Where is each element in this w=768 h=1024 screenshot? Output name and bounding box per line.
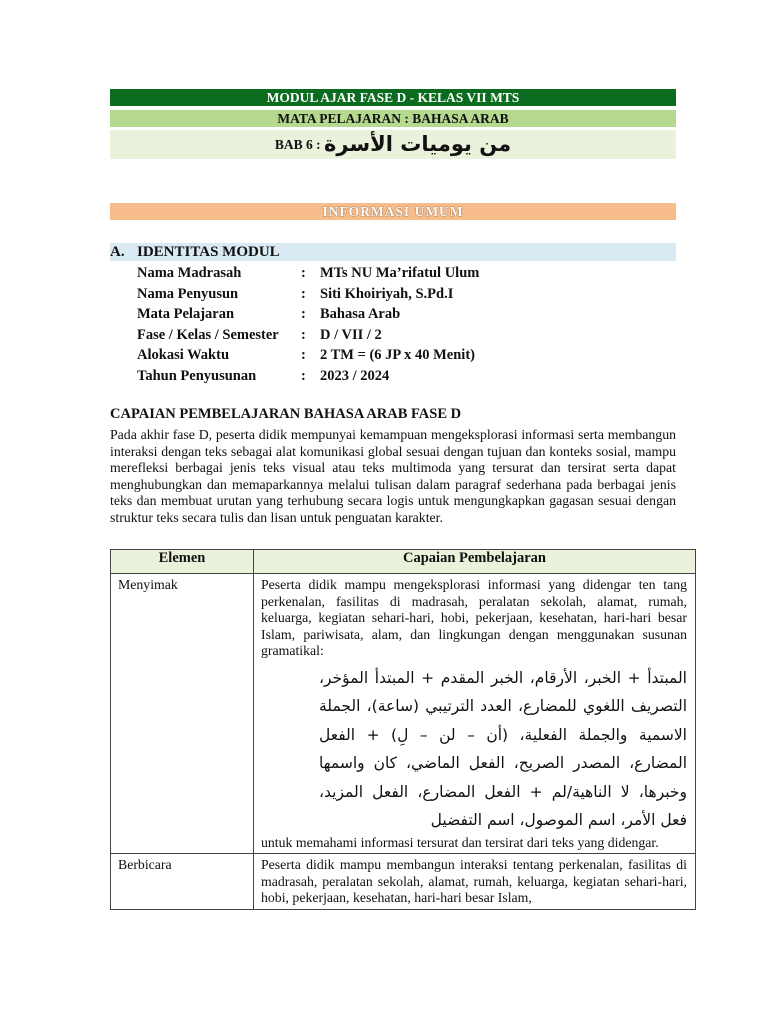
- capaian-closing: untuk memahami informasi tersurat dan tersirat dari teks yang didengar.: [261, 834, 659, 850]
- capaian-text: Peserta didik mampu membangun interaksi tentang perkenalan, fasilitas di madrasah, peralatan sekolah, alamat, rumah, keluarga, kegiatan sehari-hari, hobi, pekerjaan, kesehatan, hari-hari besar Islam,: [261, 857, 687, 905]
- chapter-title-arabic: من يوميات الأسرة: [324, 132, 512, 156]
- capaian-cell: [254, 574, 696, 854]
- identitas-label: Alokasi Waktu: [137, 347, 230, 363]
- section-bar: [110, 203, 676, 220]
- identitas-label: Nama Penyusun: [137, 285, 239, 302]
- capaian-cell: [254, 854, 696, 910]
- identitas-value: Bahasa Arab: [320, 306, 401, 322]
- identitas-value: 2023 / 2024: [320, 367, 390, 384]
- module-title: MODUL AJAR FASE D - KELAS VII MTS: [266, 90, 520, 105]
- subject-bar: [110, 110, 676, 127]
- identitas-label: Nama Madrasah: [137, 265, 242, 281]
- identitas-colon: :: [301, 367, 306, 384]
- identitas-colon: :: [301, 265, 306, 281]
- module-title-bar: [110, 89, 676, 106]
- identitas-heading: [110, 243, 676, 261]
- chapter-prefix: BAB 6 :: [274, 137, 321, 152]
- identitas-colon: :: [301, 347, 306, 363]
- identitas-value: MTs NU Ma’rifatul Ulum: [320, 265, 480, 281]
- identitas-value: Siti Khoiriyah, S.Pd.I: [320, 285, 454, 302]
- elemen-cell: Berbicara: [111, 854, 254, 910]
- identitas-title: IDENTITAS MODUL: [137, 244, 280, 260]
- capaian-title: CAPAIAN PEMBELAJARAN BAHASA ARAB FASE D: [110, 406, 462, 422]
- identitas-value: 2 TM = (6 JP x 40 Menit): [320, 347, 475, 363]
- table-row: [111, 854, 696, 910]
- identitas-label: Mata Pelajaran: [137, 306, 235, 322]
- column-header-capaian: Capaian Pembelajaran: [254, 550, 696, 574]
- table-header-row: [111, 550, 696, 574]
- identitas-colon: :: [301, 326, 306, 343]
- table-row: [111, 574, 696, 854]
- subject-title: MATA PELAJARAN : BAHASA ARAB: [277, 111, 509, 126]
- capaian-paragraph: Pada akhir fase D, peserta didik mempunyai kemampuan mengeksplorasi informasi serta membangun interaksi dengan teks sebagai alat komunikasi global sesuai dengan tujuan dan konteks sosial, mampu merefleksi berbagai jenis teks visual atau teks multimoda yang tersurat dan tersirat serta dapat menghubungkan dan memaparkannya melalui tulisan dalam paragraf sederhana pada berbagai jenis teks dan membuat urutan yang terhubung secara logis untuk mengungkapkan gagasan sesuai dengan struktur teks secara tulis dan lisan untuk penguatan karakter.: [110, 427, 676, 525]
- identitas-label: Tahun Penyusunan: [137, 367, 257, 384]
- identitas-colon: :: [301, 285, 306, 302]
- identitas-colon: :: [301, 306, 306, 322]
- section-title: INFORMASI UMUM: [322, 204, 464, 219]
- capaian-text: Peserta didik mampu mengeksplorasi informasi yang didengar ten tang perkenalan, fasilitas di madrasah, peralatan sekolah, alamat, rumah, keluarga, kegiatan sehari-hari, hobi, pekerjaan, kesehatan, hari-hari besar Islam, pariwisata, alam, dan lingkungan dengan menggunakan susunan gramatikal:: [261, 577, 687, 658]
- arabic-grammar-list: المبتدأ + الخبر، الأرقام، الخبر المقدم + المبتدأ المؤخر، التصريف اللغوي للمضارع، العدد الترتيبي (ساعة)، الجملة الاسمية والجملة الفعلية، (أن – لن – لِ) + الفعل المضارع، المصدر الصريح، الفعل الماضي، كان واسمها وخبرها، لا الناهية/لم + الفعل المضارع، الفعل المزيد، فعل الأمر، اسم الموصول، اسم التفضيل: [319, 668, 687, 829]
- column-header-elemen: Elemen: [111, 550, 254, 574]
- identitas-letter: A.: [110, 244, 125, 260]
- elemen-cell: Menyimak: [111, 574, 254, 854]
- capaian-table: [110, 549, 696, 910]
- identitas-label: Fase / Kelas / Semester: [137, 326, 279, 343]
- identitas-value: D / VII / 2: [320, 326, 382, 343]
- chapter-bar: [110, 130, 676, 159]
